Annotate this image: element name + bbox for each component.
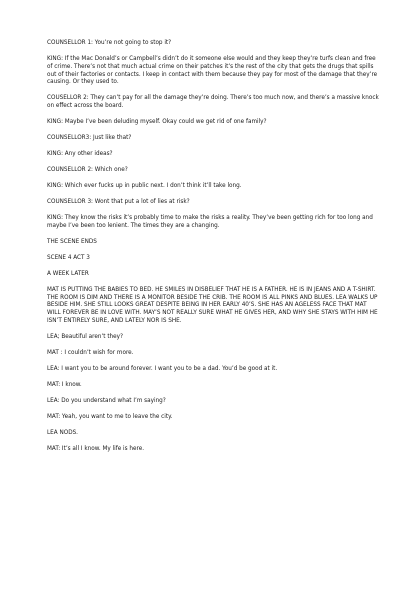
dialogue-line: COUNSELLOR 1: You’re not going to stop it? xyxy=(47,40,172,46)
stage-direction: MAT IS PUTTING THE BABIES TO BED. HE SMILES IN DISBELIEF THAT HE IS A FATHER. HE IS IN JEANS AND A T-SHIRT. THE ROOM IS DIM AND THERE IS A MONITOR BESIDE THE CRIB. THE ROOM IS ALL PINKS AND BLUES. LEA WALKS UP BESIDE HIM. SHE STILL LOOKS GREAT DESPITE BEING IN HER EARLY 40’S. SHE HAS AN AGELESS FACE THAT MAT WILL FOREVER BE IN LOVE WITH. MAY’S NOT REALLY SURE WHAT HE GIVES HER, AND WHY SHE STAYS WITH HIM HE ISN’T ENTIRELY SURE, AND LATELY NOR IS SHE. xyxy=(47,286,378,324)
dialogue-line: KING: Which ever fucks up in public next. I don’t think it’ll take long. xyxy=(47,183,242,190)
dialogue-line: LEA: Do you understand what I’m saying? xyxy=(47,397,166,404)
script-page xyxy=(47,40,381,462)
scene-heading: SCENE 4 ACT 3 xyxy=(47,254,90,261)
dialogue-line: COUSELLOR 2: They can’t pay for all the damage they’re doing. There’s too much now, and there’s a massive knock on effect across the board. xyxy=(47,95,379,110)
dialogue-line: MAT: I know. xyxy=(47,381,82,388)
dialogue-line: COUNSELLOR 2: Which one? xyxy=(47,167,128,174)
dialogue-line: MAT: Yeah, you want to me to leave the city. xyxy=(47,413,173,420)
dialogue-line: KING: If the Mac Donald’s or Campbell’s didn’t do it someone else would and they keep they’re turfs clean and free of crime. There’s not that much actual crime on their patches it’s the rest of the city that gets the drugs that spills out of their factories or contacts. I keep in contact with them because they pay for most of the damage that they’re causing. Or they used to. xyxy=(47,55,378,86)
dialogue-line: MAT : I couldn’t wish for more. xyxy=(47,349,134,356)
dialogue-line: MAT: It’s all I know. My life is here. xyxy=(47,445,145,452)
scene-direction: A WEEK LATER xyxy=(47,270,89,277)
stage-direction: LEA NODS. xyxy=(47,429,78,436)
dialogue-line: COUNSELLOR3: Just like that? xyxy=(47,135,132,142)
dialogue-line: LEA; Beautiful aren’t they? xyxy=(47,333,124,340)
dialogue-line: KING: Maybe I’ve been deluding myself. Okay could we get rid of one family? xyxy=(47,119,267,126)
dialogue-line: KING: They know the risks it’s probably time to make the risks a reality. They’ve been getting rich for too long and maybe I’ve been too lenient. The times they are a changing. xyxy=(47,215,373,229)
dialogue-line: COUNSELLOR 3: Wont that put a lot of lies at risk? xyxy=(47,199,190,206)
scene-direction: THE SCENE ENDS xyxy=(47,238,97,245)
dialogue-line: LEA: I want you to be around forever. I want you to be a dad. You’d be good at it. xyxy=(47,365,278,372)
dialogue-line: KING: Any other ideas? xyxy=(47,151,113,158)
